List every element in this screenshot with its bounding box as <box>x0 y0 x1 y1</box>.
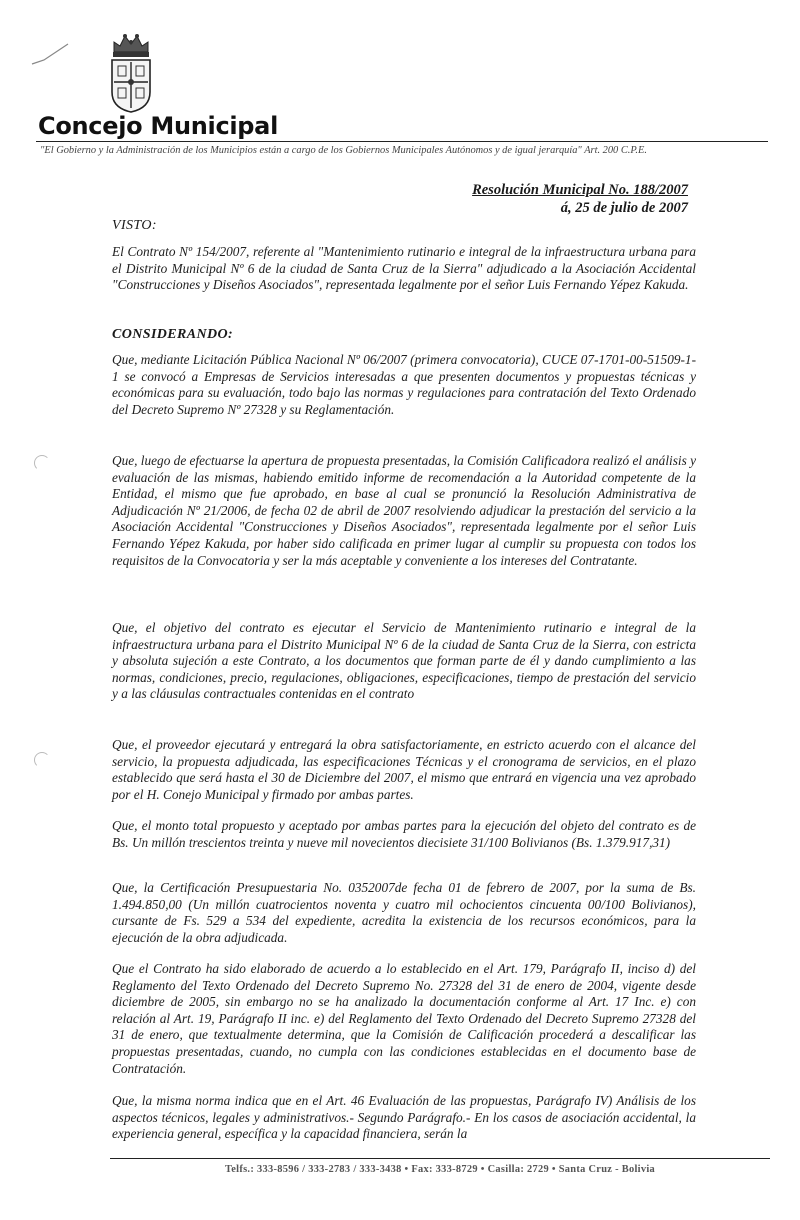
footer-contact: Telfs.: 333-8596 / 333-2783 / 333-3438 • Fax: 333-8729 • Casilla: 2729 • Santa Cruz - Bolivia <box>224 1164 656 1175</box>
resolution-date: á, 25 de julio de 2007 <box>560 200 688 216</box>
visto-paragraph: El Contrato Nº 154/2007, referente al "Mantenimiento rutinario e integral de la infraestructura urbana para el Distrito Municipal Nº 6 de la ciudad de Santa Cruz de la Sierra" adjudicado a la Asociación Accidental "Construcciones y Diseños Asociados", representada legalmente por el señor Luis Fernando Yépez Kakuda. <box>112 244 696 293</box>
footer-divider <box>110 1158 770 1159</box>
resolution-title: Resolución Municipal No. 188/2007 <box>472 182 688 198</box>
considerando-paragraph: Que, el monto total propuesto y aceptado por ambas partes para la ejecución del objeto del contrato es de Bs. Un millón trescientos treinta y nueve mil novecientos diecisiete 31/100 Bolivianos (Bs. 1.379.917,31) <box>112 818 696 850</box>
considerando-paragraph: Que, la misma norma indica que en el Art. 46 Evaluación de las propuestas, Parágrafo IV) Análisis de los aspectos técnicos, legales y administrativos.- Segundo Parágrafo.- En los casos de asociación accidental, la experiencia general, específica y la capacidad financiera, serán la <box>112 1093 696 1142</box>
punch-hole-mark <box>34 455 50 471</box>
considerando-paragraph: Que, la Certificación Presupuestaria No. 0352007de fecha 01 de febrero de 2007, por la suma de Bs. 1.494.850,00 (Un millón cuatrocientos noventa y cuatro mil ochocientos cincuenta 00/100 Bolivianos), cursante de Fs. 529 a 534 del expediente, acredita la existencia de los recursos económicos, para la ejecución de la obra adjudicada. <box>112 880 696 945</box>
visto-heading: VISTO: <box>112 218 157 233</box>
considerando-paragraph: Que, el proveedor ejecutará y entregará la obra satisfactoriamente, en estricto acuerdo con el alcance del servicio, la propuesta adjudicada, las especificaciones Técnicas y el cronograma de servicios, en el plazo establecido que será hasta el 30 de Diciembre del 2007, el mismo que entrará en vigencia una vez aprobado por el H. Conejo Municipal y firmado por ambas partes. <box>112 737 696 802</box>
considerando-paragraph: Que, mediante Licitación Pública Nacional Nº 06/2007 (primera convocatoria), CUCE 07-1701-00-51509-1-1 se convocó a Empresas de Servicios interesadas a que presenten documentos y propuestas técnicas y económicas para su evaluación, todo bajo las normas y regulaciones para contratación del Texto Ordenado del Decreto Supremo Nº 27328 y su Reglamentación. <box>112 352 696 417</box>
considerando-paragraph: Que, el objetivo del contrato es ejecutar el Servicio de Mantenimiento rutinario e integral de la infraestructura urbana para el Distrito Municipal Nº 6 de la ciudad de Santa Cruz de la Sierra, con estricta y absoluta sujeción a este Contrato, a los documentos que forman parte de él y dando cumplimiento a las normas, condiciones, precio, regulaciones, obligaciones, especificaciones, tiempo de prestación del servicio y a las cláusulas contractuales contenidas en el contrato <box>112 620 696 702</box>
punch-hole-mark <box>34 752 50 768</box>
pen-mark-icon <box>30 40 70 70</box>
header-motto: "El Gobierno y la Administración de los Municipios están a cargo de los Gobiernos Municipales Autónomos y de igual jerarquía" Art. 200 C.P.E. <box>40 145 647 156</box>
organization-name: Concejo Municipal <box>38 112 278 140</box>
considerando-paragraph: Que el Contrato ha sido elaborado de acuerdo a lo establecido en el Art. 179, Parágrafo II, inciso d) del Reglamento del Texto Ordenado del Decreto Supremo No. 27328 del 31 de enero de 2004, vigente desde diciembre de 2005, sin embargo no se ha analizado la documentación conforme al Art. 17 Inc. e) con relación al Art. 19, Parágrafo II inc. e) del Reglamento del Texto Ordenado del Decreto Supremo 27328 del 31 de enero, que textualmente determina, que la Comisión de Calificación procederá a descalificar las propuestas presentadas, cuando, no cumpla con las condiciones establecidas en el documento base de Contratación. <box>112 961 696 1076</box>
coat-of-arms-icon <box>108 30 154 114</box>
header-divider <box>36 141 768 142</box>
considerando-heading: CONSIDERANDO: <box>112 327 234 342</box>
considerando-paragraph: Que, luego de efectuarse la apertura de propuesta presentadas, la Comisión Calificadora realizó el análisis y evaluación de las mismas, habiendo emitido informe de recomendación a la Autoridad competente de la Entidad, el mismo que fue aprobado, en base al cual se pronunció la Resolución Administrativa de Adjudicación Nº 21/2006, de fecha 02 de abril de 2007 resolviendo adjudicar la prestación del servicio a la Asociación Accidental "Construcciones y Diseños Asociados", representada legalmente por el señor Luis Fernando Yépez Kakuda, por haber sido calificada en primer lugar al cumplir su propuesta con todos los requisitos de la Convocatoria y ser la más aceptable y conveniente a los intereses del Contratante. <box>112 453 696 568</box>
